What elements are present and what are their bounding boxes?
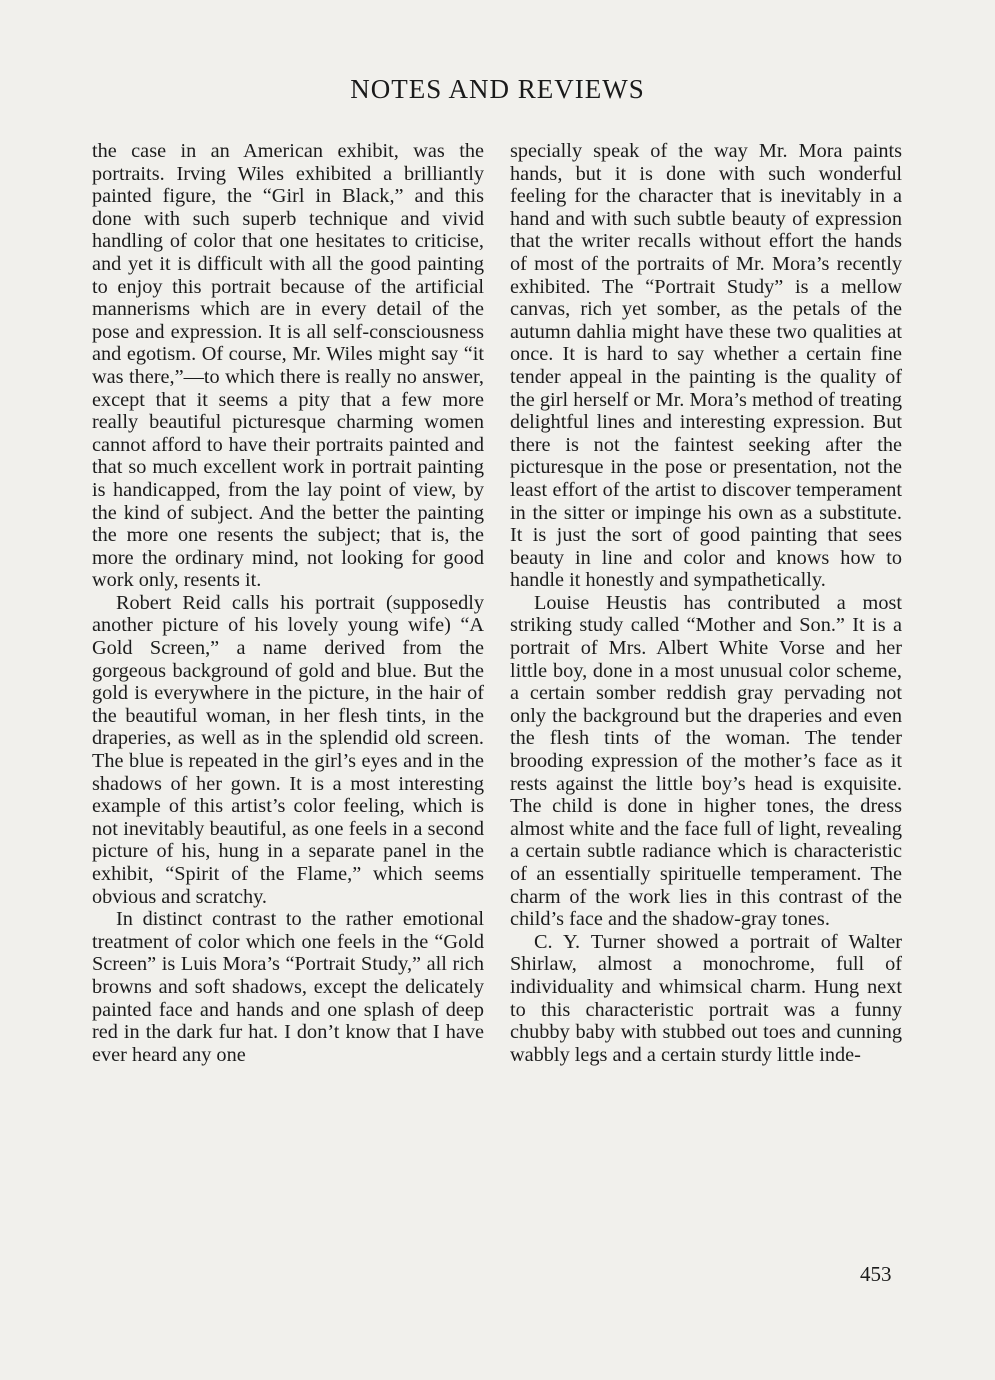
page-number: 453 [860, 1262, 892, 1286]
paragraph: Robert Reid calls his portrait (supposedly another picture of his lovely young wife) “A Gold Screen,” a name derived from the gorgeous background of gold and blue. But the gold is everywhere in the picture, in the hair of the beautiful woman, in her flesh tints, in the draperies, as well as in the splendid old screen. The blue is repeated in the girl’s eyes and in the shadows of her gown. It is a most interesting example of this artist’s color feeling, which is not inevitably beautiful, as one feels in a second picture of his, hung in a separate panel in the exhibit, “Spirit of the Flame,” which seems obvious and scratchy. [92, 591, 484, 908]
paragraph: specially speak of the way Mr. Mora paints hands, but it is done with such wonderful feeling for the character that is inevitably in a hand and with such subtle beauty of expression that the writer recalls without effort the hands of most of the portraits of Mr. Mora’s recently exhibited. The “Portrait Study” is a mellow canvas, rich yet somber, as the petals of the autumn dahlia might have these two qualities at once. It is hard to say whether a certain fine tender appeal in the painting is the quality of the girl herself or Mr. Mora’s method of treating delightful lines and interesting expression. But there is not the faintest seeking after the picturesque in the pose or presentation, not the least effort of the artist to discover temperament in the sitter or impinge his own as a substitute. It is just the sort of good painting that sees beauty in line and color and knows how to handle it honestly and sympathetically. [510, 140, 902, 592]
right-column [510, 140, 902, 1066]
paragraph: In distinct contrast to the rather emotional treatment of color which one feels in the “Gold Screen” is Luis Mora’s “Portrait Study,” all rich browns and soft shadows, except the delicately painted face and hands and one splash of deep red in the dark fur hat. I don’t know that I have ever heard any one [92, 908, 484, 1066]
paragraph: C. Y. Turner showed a portrait of Walter Shirlaw, almost a monochrome, full of individuality and whimsical charm. Hung next to this characteristic portrait was a funny chubby baby with stubbed out toes and cunning wabbly legs and a certain sturdy little inde- [510, 930, 902, 1066]
paragraph: the case in an American exhibit, was the portraits. Irving Wiles exhibited a brilliantly painted figure, the “Girl in Black,” and this done with such superb technique and vivid handling of color that one hesitates to criticise, and yet it is difficult with all the good painting to enjoy this portrait because of the artificial mannerisms which are in every detail of the pose and expression. It is all self-consciousness and egotism. Of course, Mr. Wiles might say “it was there,”—to which there is really no answer, except that it seems a pity that a few more really beautiful picturesque charming women cannot afford to have their portraits painted and that so much excellent work in portrait painting is handicapped, from the lay point of view, by the kind of subject. And the better the painting the more one resents the subject; that is, the more the ordinary mind, not looking for good work only, resents it. [92, 140, 484, 592]
left-column [92, 140, 484, 1066]
paragraph: Louise Heustis has contributed a most striking study called “Mother and Son.” It is a portrait of Mrs. Albert White Vorse and her little boy, done in a most unusual color scheme, a certain somber reddish gray pervading not only the background but the draperies and even the flesh tints of the woman. The tender brooding expression of the mother’s face as it rests against the little boy’s head is exquisite. The child is done in higher tones, the dress almost white and the face full of light, revealing a certain subtle radiance which is characteristic of an essentially spirituelle temperament. The charm of the work lies in this contrast of the child’s face and the shadow-gray tones. [510, 591, 902, 931]
running-header: NOTES AND REVIEWS [350, 74, 645, 104]
